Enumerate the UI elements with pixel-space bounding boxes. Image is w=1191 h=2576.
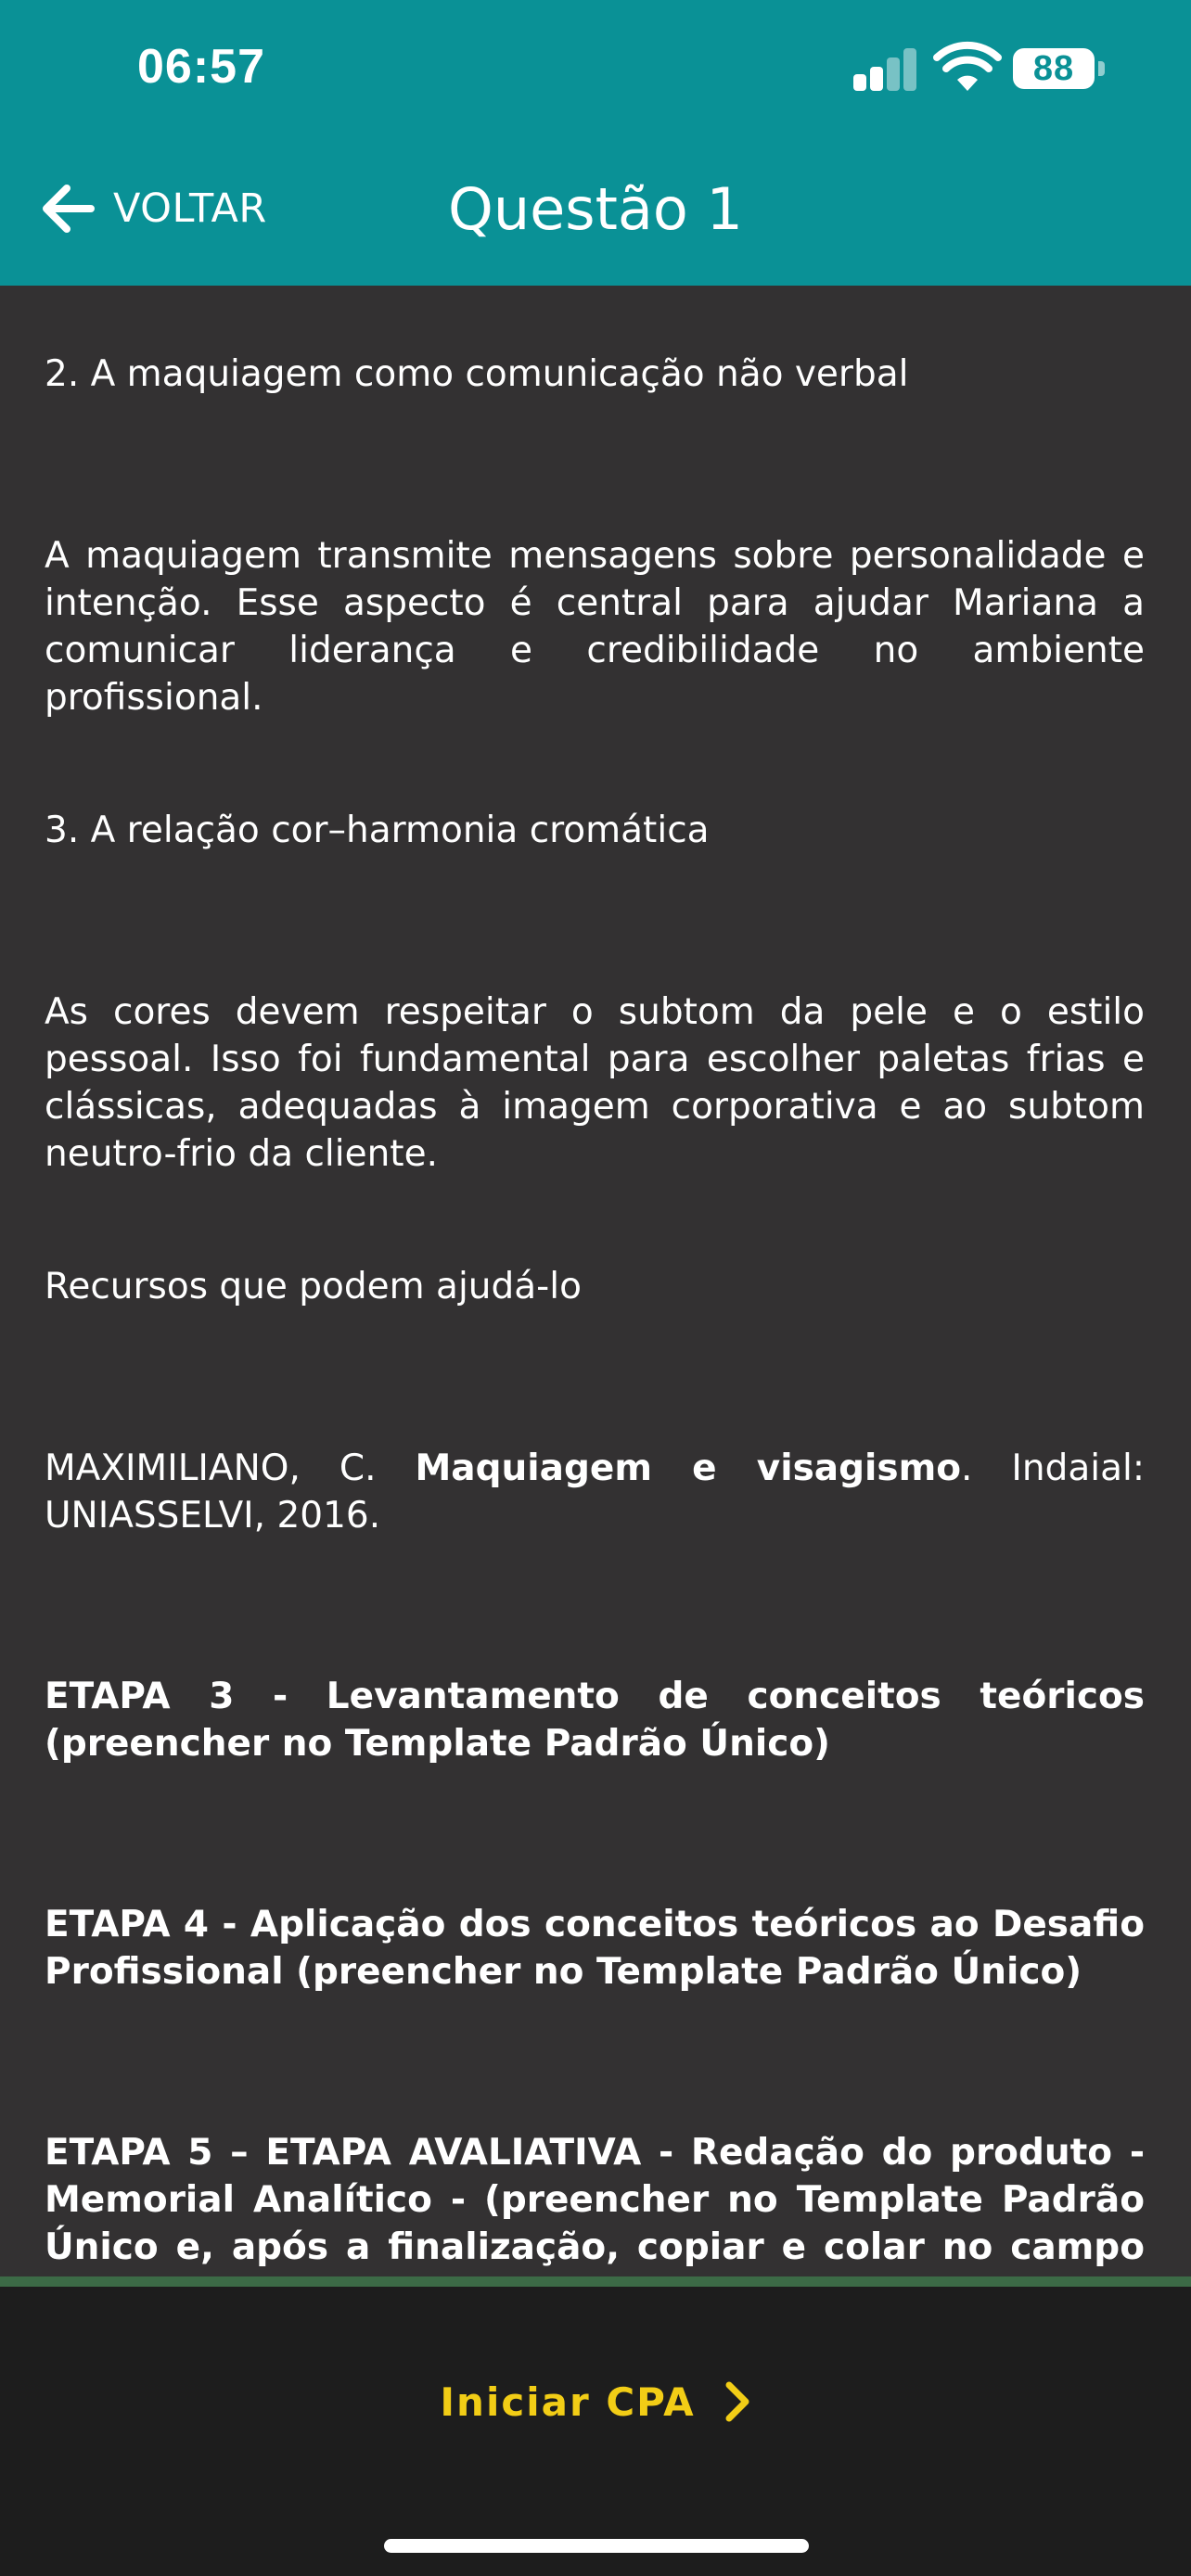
bottom-bar [0,2287,1191,2576]
footer-divider [0,2276,1191,2287]
reference-citation [45,1445,1145,1539]
app-header [0,0,1191,286]
section-heading-3: 3. A relação cor–harmonia cromática [45,810,710,851]
etapa-4: ETAPA 4 - Aplicação dos conceitos teóricos ao Desafio Profissional (preencher no Template Padrão Único) [45,1904,1145,1993]
reference-author: MAXIMILIANO, C. [45,1447,377,1489]
resources-heading: Recursos que podem ajudá-lo [45,1266,582,1307]
iniciar-cpa-button[interactable] [408,2355,783,2448]
battery-tip [1098,61,1105,76]
status-time: 06:57 [137,40,265,94]
reference-rest: . Indaial: UNIASSELVI, 2016. [45,1447,1146,1537]
page-title: Questão 1 [448,175,743,243]
paragraph-comunicacao: A maquiagem transmite mensagens sobre personalidade e intenção. Esse aspecto é central para ajudar Mariana a comunicar liderança e credibilidade no ambiente profissional. [45,535,1145,719]
signal-icon [853,45,918,91]
home-indicator[interactable] [384,2539,809,2553]
wifi-icon [935,45,1000,93]
iniciar-cpa-label: Iniciar CPA [440,2378,696,2425]
etapa-5: ETAPA 5 – ETAPA AVALIATIVA - Redação do produto - Memorial Analítico - (preencher no Template Padrão Único e, após a finalização, copiar e colar no campo [45,2132,1145,2268]
paragraph-cores: As cores devem respeitar o subtom da pele e o estilo pessoal. Isso foi fundamental para escolher paletas frias e clássicas, adequadas à imagem corporativa e ao subtom neutro-frio da cliente. [45,991,1145,1175]
chevron-right-icon [724,2381,751,2422]
back-label: VOLTAR [113,185,267,232]
battery-icon: 88 [1013,48,1095,89]
section-heading-2: 2. A maquiagem como comunicação não verbal [45,353,909,395]
etapa-3: ETAPA 3 - Levantamento de conceitos teóricos (preencher no Template Padrão Único) [45,1676,1145,1765]
question-content[interactable] [45,286,1145,2276]
reference-title: Maquiagem e visagismo [415,1447,962,1489]
